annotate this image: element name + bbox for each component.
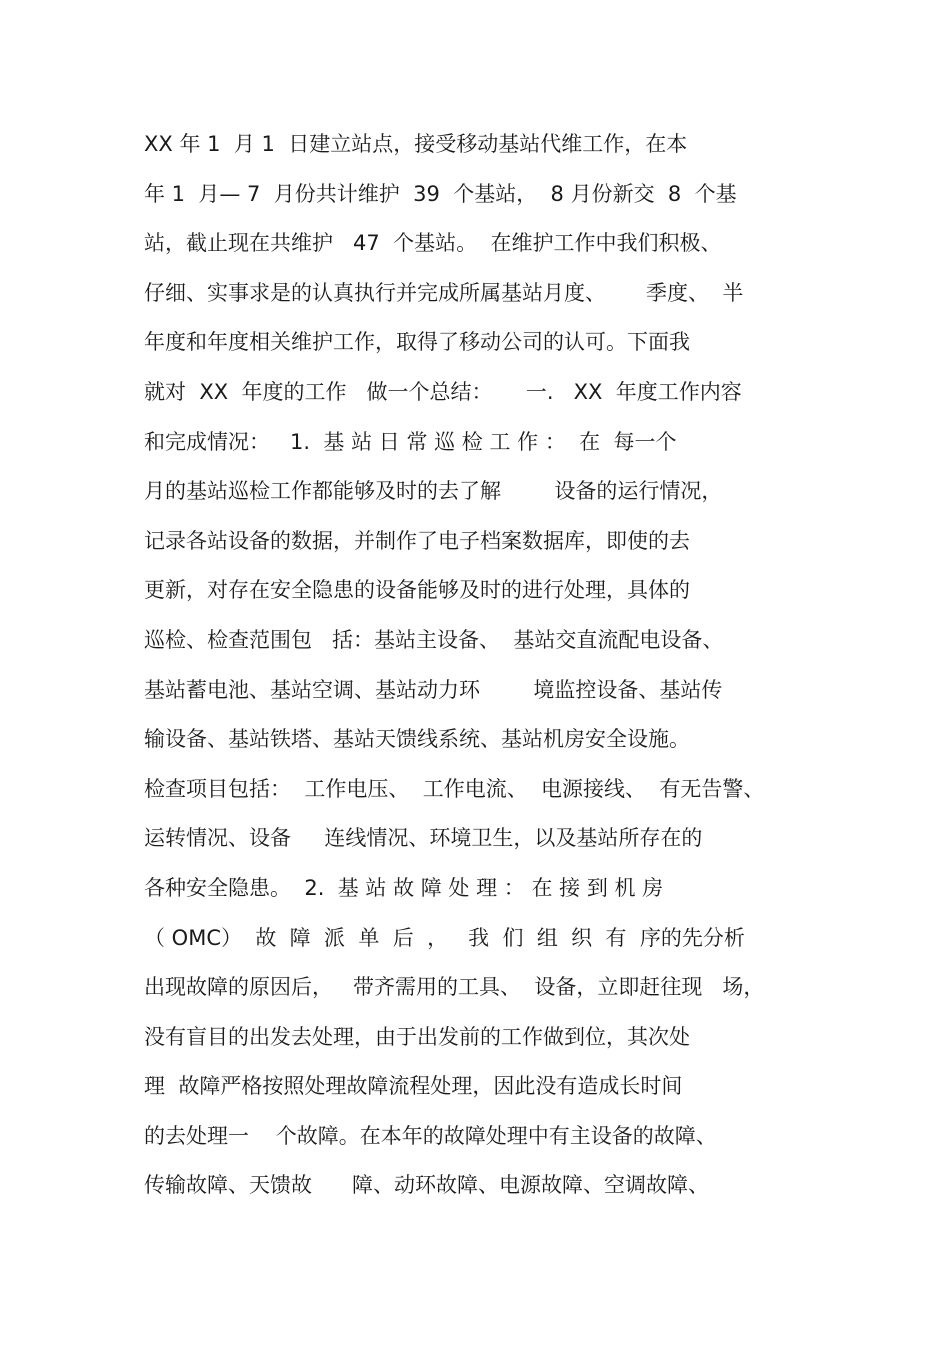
text-line: 各种安全隐患。 2. 基 站 故 障 处 理 ： 在 接 到 机 房 xyxy=(144,875,664,900)
text-line: 年度和年度相关维护工作，取得了移动公司的认可。下面我 xyxy=(144,330,690,355)
text-line: 出现故障的原因后， 带齐需用的工具、 设备，立即赶往现 场， xyxy=(144,975,765,1000)
text-line: 输设备、基站铁塔、基站天馈线系统、基站机房安全设施。 xyxy=(144,727,690,752)
text-line: 仔细、实事求是的认真执行并完成所属基站月度、 季度、 半 xyxy=(144,280,744,305)
text-line: 记录各站设备的数据，并制作了电子档案数据库，即使的去 xyxy=(144,528,690,553)
text-line: 没有盲目的出发去处理，由于出发前的工作做到位，其次处 xyxy=(144,1024,690,1049)
text-line: 更新，对存在安全隐患的设备能够及时的进行处理，具体的 xyxy=(144,578,690,603)
text-line: XX 年 1 月 1 日建立站点，接受移动基站代维工作，在本 xyxy=(144,132,688,156)
text-line: 和完成情况： 1. 基 站 日 常 巡 检 工 作 ： 在 每一个 xyxy=(144,429,677,454)
text-line: 站，截止现在共维护 47 个基站。 在维护工作中我们积极、 xyxy=(144,231,722,256)
text-line: 检查项目包括： 工作电压、 工作电流、 电源接线、 有无告警、 xyxy=(144,776,765,801)
text-line: 传输故障、天馈故 障、动环故障、电源故障、空调故障、 xyxy=(144,1173,710,1198)
text-line: 月的基站巡检工作都能够及时的去了解 设备的运行情况， xyxy=(144,479,723,504)
text-line: 理 故障严格按照处理故障流程处理，因此没有造成长时间 xyxy=(144,1074,683,1099)
text-line: 基站蓄电池、基站空调、基站动力环 境监控设备、基站传 xyxy=(144,677,723,702)
text-line: 就对 XX 年度的工作 做一个总结： 一. XX 年度工作内容 xyxy=(144,379,742,404)
text-line: 运转情况、设备 连线情况、环境卫生，以及基站所存在的 xyxy=(144,826,703,851)
text-line: 巡检、检查范围包 括：基站主设备、 基站交直流配电设备、 xyxy=(144,627,724,652)
body-text xyxy=(144,120,824,1211)
text-line: 的去处理一 个故障。在本年的故障处理中有主设备的故障、 xyxy=(144,1123,717,1148)
text-line: 年 1 月— 7 月份共计维护 39 个基站， 8 月份新交 8 个基 xyxy=(144,181,737,206)
text-line: （ OMC） 故 障 派 单 后 ， 我 们 组 织 有 序的先分析 xyxy=(144,925,745,950)
